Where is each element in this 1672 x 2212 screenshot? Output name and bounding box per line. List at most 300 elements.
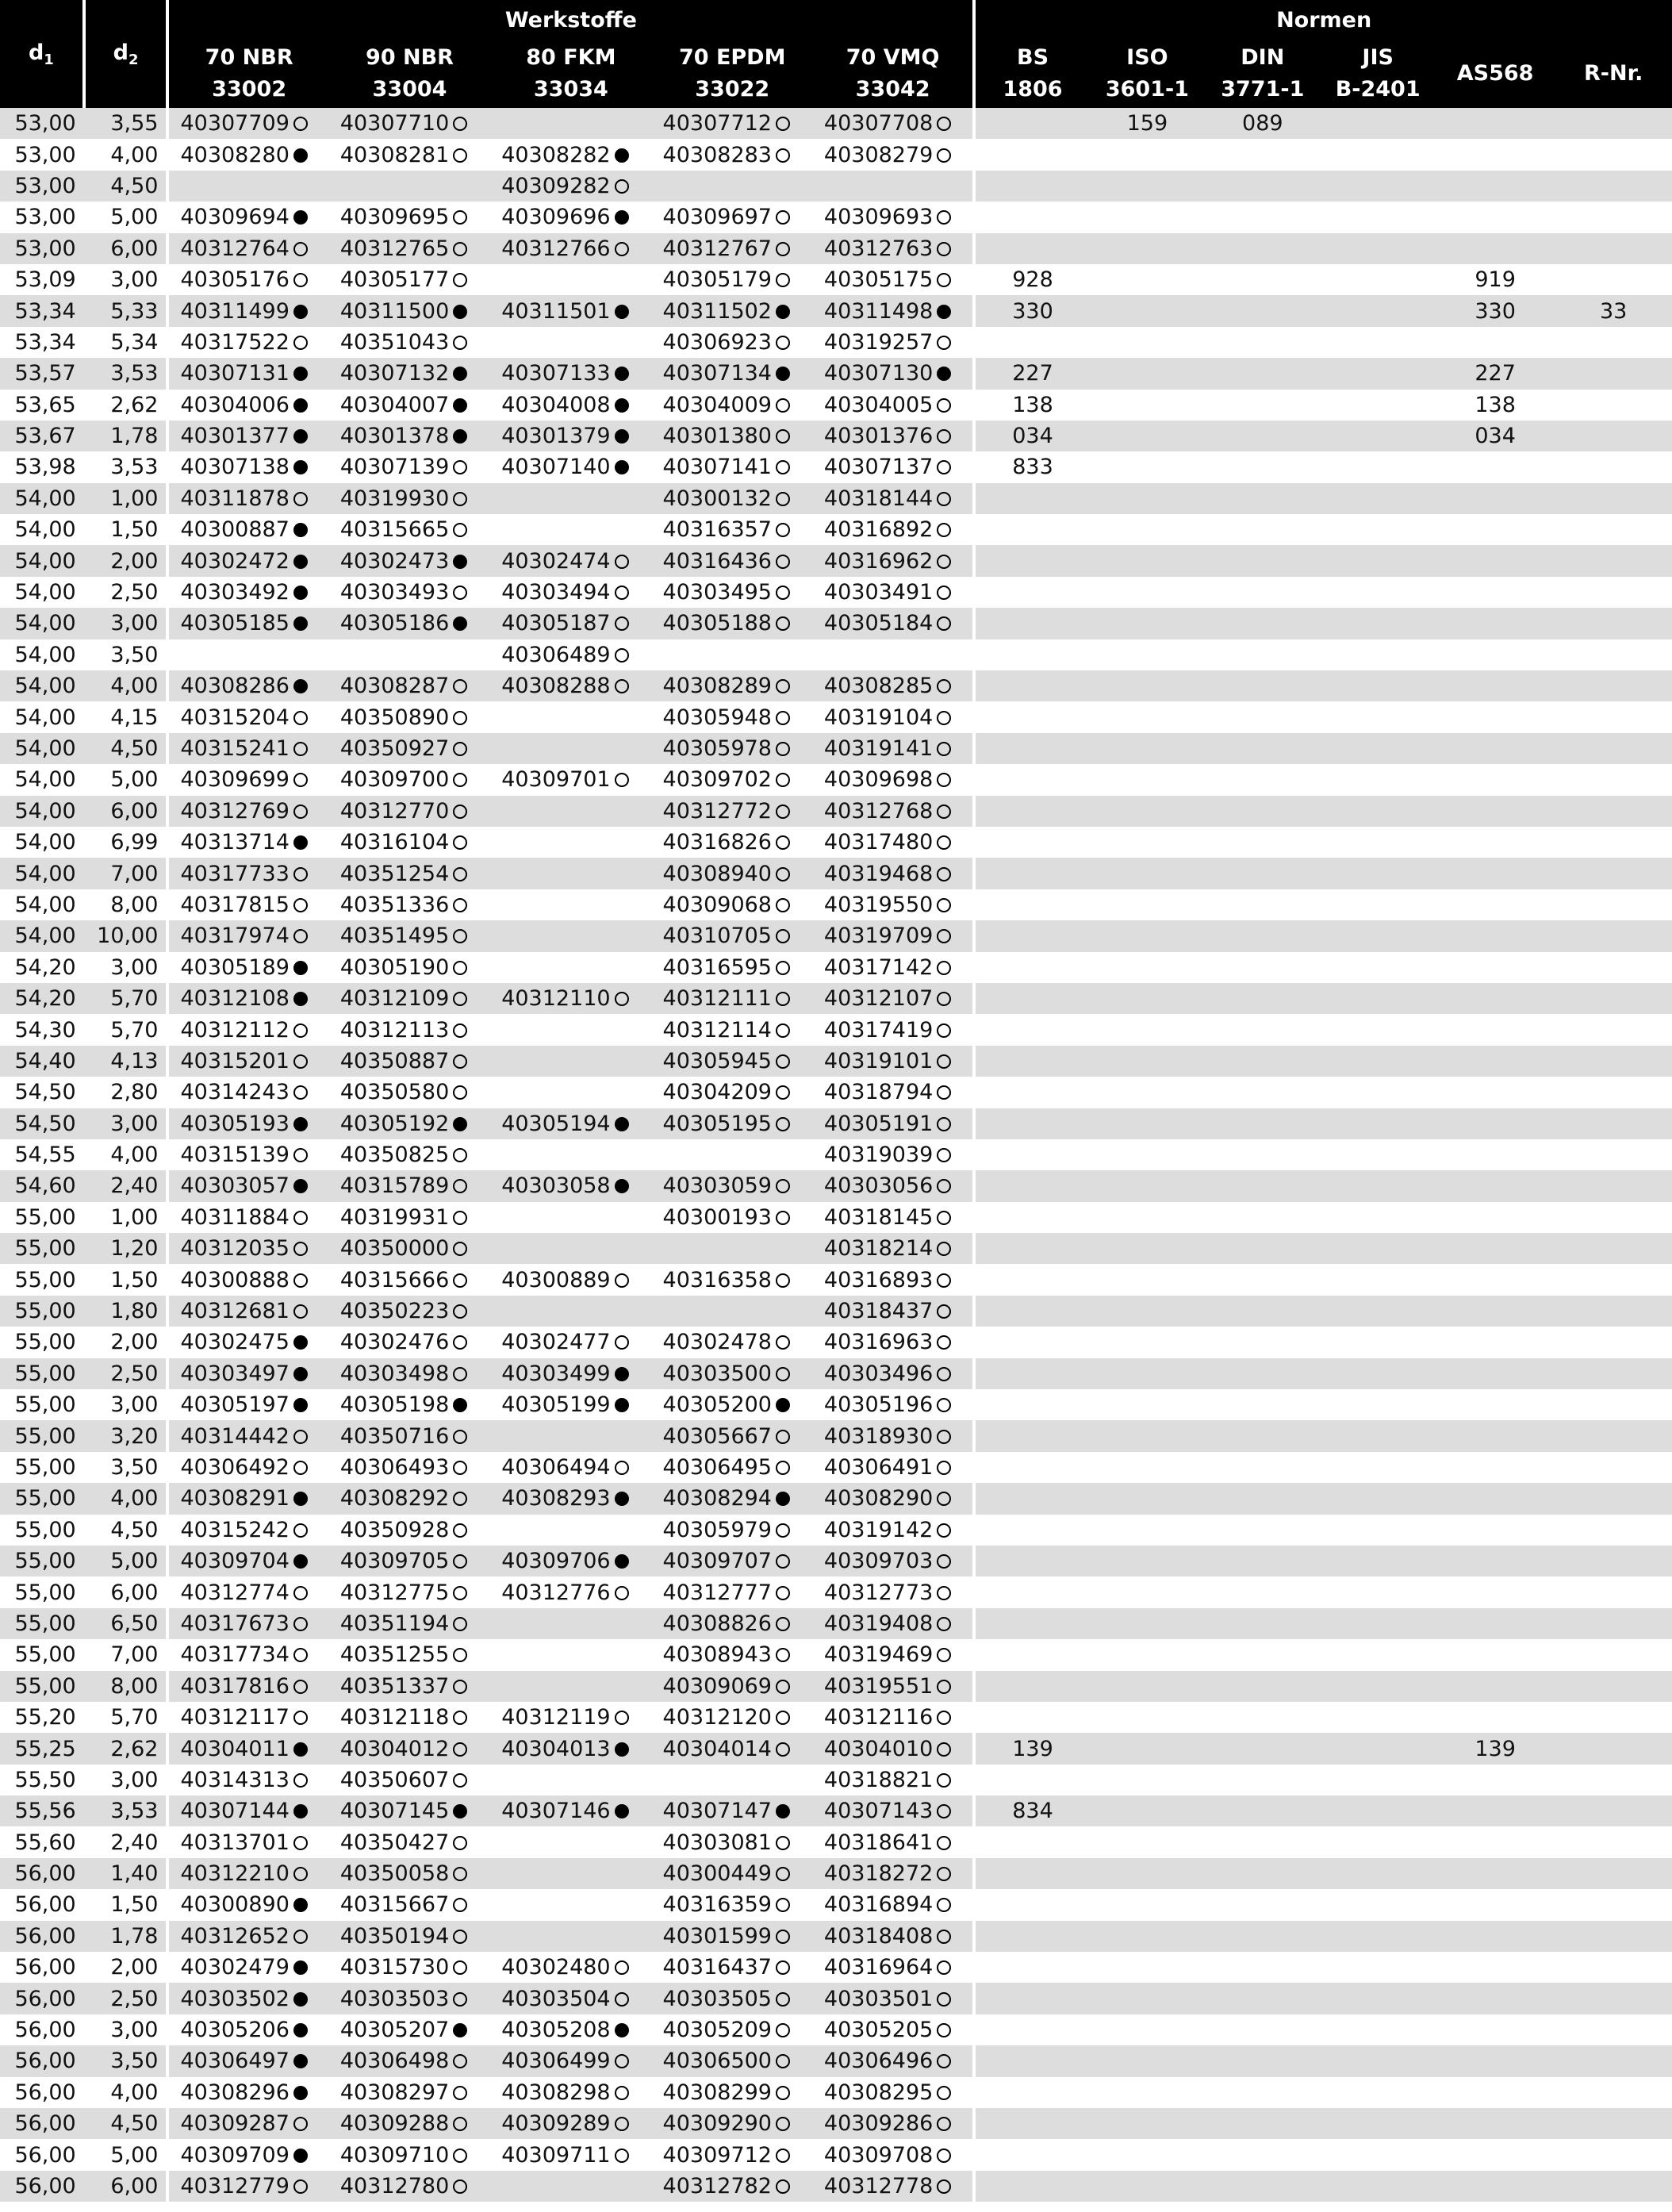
table-row: [0, 2014, 1672, 2045]
cell-material-1: [329, 1921, 490, 1952]
cell-norm-5: [1555, 639, 1672, 670]
hollow-circle-icon: [453, 1148, 467, 1162]
article-number: 40305193: [180, 1111, 290, 1136]
cell-norm-5: [1555, 1546, 1672, 1576]
cell-material-1: [329, 858, 490, 889]
hollow-circle-icon: [615, 242, 629, 256]
article-number: 40312779: [180, 2173, 290, 2199]
cell-material-1: [329, 1608, 490, 1639]
cell-norm-3: [1320, 295, 1435, 326]
filled-circle-icon: [293, 398, 308, 413]
cell-norm-1: [1090, 577, 1205, 608]
cell-material-4: [813, 139, 974, 170]
filled-circle-icon: [293, 2023, 308, 2037]
cell-norm-3: [1320, 202, 1435, 232]
hollow-circle-icon: [937, 210, 951, 225]
cell-d2: 2,50: [84, 1983, 168, 2014]
article-number: 40301377: [180, 424, 290, 449]
cell-material-3: [652, 1608, 813, 1639]
cell-material-3: [652, 202, 813, 232]
cell-material-2: [490, 1826, 651, 1857]
article-number: 40308283: [662, 142, 772, 167]
article-number: 40304014: [662, 1736, 772, 1761]
cell-material-2: [490, 920, 651, 951]
article-number: 40309703: [823, 1549, 934, 1574]
hollow-circle-icon: [453, 898, 467, 912]
table-row: [0, 139, 1672, 170]
cell-d1: 56,00: [14, 2080, 76, 2105]
cell-norm-4: [1436, 171, 1555, 202]
cell-norm-2: [1205, 1889, 1320, 1920]
hollow-circle-icon: [776, 992, 790, 1006]
article-number: 40300132: [662, 486, 772, 511]
cell-norm-4: [1436, 2139, 1555, 2170]
hollow-circle-icon: [937, 1367, 951, 1381]
cell-material-2: [490, 1483, 651, 1514]
cell-norm-2: [1205, 2171, 1320, 2202]
cell-material-2: [490, 1795, 651, 1826]
cell-material-0: [167, 139, 328, 170]
cell-material-0: [167, 2045, 328, 2076]
cell-d2: 8,00: [84, 1671, 168, 1702]
article-number: 40302480: [501, 1955, 611, 1980]
cell-d2: 2,50: [84, 1358, 168, 1389]
cell-norm-0: [974, 858, 1089, 889]
cell-d1: 55,00: [0, 1483, 84, 1514]
cell-d1: 54,00: [14, 642, 76, 667]
article-number: 40319468: [823, 861, 934, 886]
hollow-circle-icon: [776, 1680, 790, 1694]
cell-material-4: [813, 608, 974, 639]
hollow-circle-icon: [453, 711, 467, 725]
cell-norm-0: [974, 1608, 1089, 1639]
cell-norm-0: [974, 1014, 1089, 1045]
cell-norm-0: [974, 2139, 1089, 2170]
hollow-circle-icon: [776, 2054, 790, 2068]
article-number: 40309699: [180, 767, 290, 793]
cell-d2: 6,00: [110, 1580, 159, 1605]
cell-norm-4: [1436, 1452, 1555, 1483]
cell-norm-3: [1320, 1327, 1435, 1358]
hollow-circle-icon: [776, 429, 790, 444]
cell-material-2: [490, 2171, 651, 2202]
cell-material-0: [167, 421, 328, 451]
cell-norm-4: [1436, 1264, 1555, 1295]
cell-norm-0: [974, 608, 1089, 639]
article-number: 40305205: [823, 2018, 934, 2043]
cell-norm-2: [1205, 327, 1320, 358]
material-code: 33002: [212, 77, 287, 102]
cell-d1: 55,00: [14, 1392, 76, 1418]
hollow-circle-icon: [776, 460, 790, 474]
cell-material-1: [329, 1576, 490, 1607]
cell-norm-4: [1436, 608, 1555, 639]
article-number: 40317419: [823, 1017, 934, 1043]
article-number: 40305197: [180, 1392, 290, 1418]
table-row: [0, 701, 1672, 732]
cell-norm-4: [1436, 1639, 1555, 1670]
table-row: [0, 2045, 1672, 2076]
cell-d1: 53,00: [14, 142, 76, 167]
filled-circle-icon: [293, 555, 308, 569]
cell-norm-1: [1090, 390, 1205, 421]
cell-norm-1: [1090, 1515, 1205, 1546]
cell-norm-3: [1320, 2014, 1435, 2045]
article-number: 40303504: [501, 1986, 611, 2011]
cell-norm-2: [1205, 139, 1320, 170]
table-row: [0, 1483, 1672, 1514]
hollow-circle-icon: [776, 679, 790, 693]
cell-material-3: [652, 1826, 813, 1857]
cell-norm-3: [1320, 1420, 1435, 1451]
article-number: 40303492: [180, 580, 290, 605]
table-row: [0, 514, 1672, 545]
cell-norm-0: [974, 1858, 1089, 1889]
hollow-circle-icon: [615, 1711, 629, 1725]
article-number: 40318144: [823, 486, 934, 511]
cell-norm-1: [1090, 327, 1205, 358]
hollow-circle-icon: [937, 1179, 951, 1193]
cell-material-2: [490, 2077, 651, 2108]
cell-material-3: [652, 451, 813, 482]
cell-norm-0: [974, 1452, 1089, 1483]
cell-norm-1: [1090, 2014, 1205, 2045]
cell-material-1: [329, 295, 490, 326]
article-number: 40315667: [339, 1892, 450, 1918]
article-number: 40319101: [823, 1048, 934, 1073]
hollow-circle-icon: [937, 2023, 951, 2037]
hollow-circle-icon: [937, 2179, 951, 2194]
hollow-circle-icon: [937, 2117, 951, 2131]
article-number: 40317480: [823, 830, 934, 855]
table-row: [0, 1702, 1672, 1733]
cell-norm-2: [1205, 233, 1320, 264]
article-number: 40309286: [823, 2111, 934, 2137]
article-number: 40305209: [662, 2018, 772, 2043]
cell-material-2: [490, 1264, 651, 1295]
article-number: 40309712: [662, 2142, 772, 2168]
cell-material-3: [652, 1108, 813, 1139]
cell-material-4: [813, 295, 974, 326]
cell-material-4: [813, 1639, 974, 1670]
cell-norm-3: [1320, 983, 1435, 1014]
cell-material-0: [167, 952, 328, 983]
cell-norm-3: [1320, 1452, 1435, 1483]
article-number: 40303057: [180, 1173, 290, 1199]
cell-material-0: [167, 358, 328, 389]
cell-material-0: [167, 1139, 328, 1170]
hollow-circle-icon: [776, 117, 790, 131]
filled-circle-icon: [293, 1554, 308, 1569]
cell-d1: 53,34: [0, 295, 84, 326]
cell-norm-2: [1205, 1983, 1320, 2014]
cell-norm-1: [1090, 1671, 1205, 1702]
cell-material-4: [813, 1515, 974, 1546]
cell-norm-2: [1205, 1358, 1320, 1389]
article-number: 40315204: [180, 705, 290, 730]
cell-material-4: [813, 1046, 974, 1077]
cell-material-2: [490, 139, 651, 170]
article-number: 40303493: [339, 580, 450, 605]
cell-norm-1: [1090, 202, 1205, 232]
cell-material-1: [329, 733, 490, 764]
cell-norm-0: [974, 701, 1089, 732]
cell-material-4: [813, 202, 974, 232]
cell-d1: 56,00: [0, 2045, 84, 2076]
hollow-circle-icon: [453, 2117, 467, 2131]
cell-norm-4: [1436, 1795, 1555, 1826]
cell-material-0: [167, 1233, 328, 1264]
cell-material-1: [329, 1202, 490, 1233]
article-number: 40307145: [339, 1799, 450, 1824]
article-number: 40312119: [501, 1705, 611, 1730]
article-number: 40301378: [339, 424, 450, 449]
cell-d2: 7,00: [110, 1642, 159, 1668]
cell-material-0: [167, 108, 328, 139]
hollow-circle-icon: [293, 1430, 308, 1444]
cell-d1: 54,00: [0, 545, 84, 576]
hollow-circle-icon: [453, 805, 467, 819]
cell-norm-5: [1555, 1576, 1672, 1607]
cell-material-2: [490, 1576, 651, 1607]
cell-material-1: [329, 952, 490, 983]
hollow-circle-icon: [937, 1930, 951, 1944]
cell-norm-1: [1090, 1733, 1205, 1764]
cell-d2: 4,50: [84, 2108, 168, 2139]
cell-norm-3: [1320, 233, 1435, 264]
table-row: [0, 1576, 1672, 1607]
filled-circle-icon: [937, 367, 951, 381]
cell-material-4: [813, 1983, 974, 2014]
article-number: 40309282: [501, 173, 611, 198]
hollow-circle-icon: [776, 1054, 790, 1069]
cell-d1: 55,00: [0, 1233, 84, 1264]
article-number: 40303491: [823, 580, 934, 605]
article-number: 40317816: [180, 1673, 290, 1699]
table-row: [0, 1327, 1672, 1358]
cell-norm-2: [1205, 421, 1320, 451]
cell-norm-1: [1090, 1389, 1205, 1420]
cell-material-1: [329, 483, 490, 514]
cell-norm-5: 33: [1555, 295, 1672, 326]
cell-norm-1: [1090, 827, 1205, 858]
cell-d1: 56,00: [14, 1955, 76, 1980]
cell-material-0: [167, 451, 328, 482]
cell-norm-2: [1205, 1858, 1320, 1889]
header-norm-4: [1436, 40, 1555, 108]
cell-norm-5: [1555, 733, 1672, 764]
cell-material-2: [490, 858, 651, 889]
hollow-circle-icon: [293, 1211, 308, 1225]
article-number: 40315139: [180, 1142, 290, 1168]
cell-material-3: [652, 1046, 813, 1077]
filled-circle-icon: [453, 1117, 467, 1131]
table-row: [0, 295, 1672, 326]
cell-norm-3: [1320, 1546, 1435, 1576]
filled-circle-icon: [293, 992, 308, 1006]
cell-norm-5: [1555, 1952, 1672, 1983]
hollow-circle-icon: [937, 1742, 951, 1757]
hollow-circle-icon: [776, 1617, 790, 1631]
cell-norm-1: [1090, 952, 1205, 983]
cell-material-4: [813, 1702, 974, 1733]
cell-material-1: [329, 1765, 490, 1795]
cell-material-2: [490, 1077, 651, 1108]
hollow-circle-icon: [937, 1085, 951, 1100]
hollow-circle-icon: [937, 805, 951, 819]
cell-norm-2: [1205, 2077, 1320, 2108]
cell-d1: 53,65: [14, 392, 76, 417]
cell-material-2: [490, 2014, 651, 2045]
article-number: 40319931: [339, 1204, 450, 1230]
cell-norm-1: [1090, 1826, 1205, 1857]
cell-d2: 4,00: [110, 142, 159, 167]
cell-material-3: [652, 1327, 813, 1358]
article-number: 40350825: [339, 1142, 450, 1168]
filled-circle-icon: [453, 1398, 467, 1412]
cell-norm-4: [1436, 764, 1555, 795]
article-number: 40306497: [180, 2049, 290, 2074]
article-number: 40315730: [339, 1955, 450, 1980]
article-number: 40316359: [662, 1892, 772, 1918]
cell-material-3: [652, 2014, 813, 2045]
cell-norm-1: [1090, 1420, 1205, 1451]
cell-material-3: [652, 1671, 813, 1702]
norm-code: B-2401: [1335, 77, 1421, 102]
filled-circle-icon: [293, 1117, 308, 1131]
cell-material-2: [490, 1420, 651, 1451]
cell-norm-0: [974, 1077, 1089, 1108]
cell-norm-2: [1205, 1515, 1320, 1546]
cell-d1: 55,00: [0, 1546, 84, 1576]
article-number: 40316892: [823, 517, 934, 543]
article-number: 40312114: [662, 1017, 772, 1043]
article-number: 40312113: [339, 1017, 450, 1043]
cell-norm-4: [1436, 202, 1555, 232]
cell-norm-4: [1436, 1889, 1555, 1920]
article-number: 40305207: [339, 2018, 450, 2043]
article-number: 40350887: [339, 1048, 450, 1073]
cell-material-1: [329, 701, 490, 732]
cell-norm-1: [1090, 796, 1205, 827]
cell-d1: 54,00: [0, 858, 84, 889]
hollow-circle-icon: [937, 1461, 951, 1475]
cell-material-3: [652, 1952, 813, 1983]
cell-material-4: [813, 264, 974, 295]
cell-material-4: [813, 1795, 974, 1826]
cell-norm-4: [1436, 733, 1555, 764]
hollow-circle-icon: [776, 1523, 790, 1538]
cell-d1: 53,00: [0, 108, 84, 139]
cell-d2: 5,00: [110, 205, 159, 230]
article-number: 40308297: [339, 2080, 450, 2105]
cell-d2: 2,00: [84, 545, 168, 576]
article-number: 40312767: [662, 236, 772, 261]
hollow-circle-icon: [453, 1711, 467, 1725]
cell-material-4: [813, 1139, 974, 1170]
cell-norm-1: [1090, 1983, 1205, 2014]
cell-d1: 55,00: [14, 1204, 76, 1230]
cell-material-2: [490, 483, 651, 514]
cell-material-1: [329, 1389, 490, 1420]
hollow-circle-icon: [937, 1680, 951, 1694]
cell-d1: 54,00: [14, 517, 76, 543]
cell-material-2: [490, 1108, 651, 1139]
hollow-circle-icon: [615, 179, 629, 194]
table-row: [0, 1264, 1672, 1295]
hollow-circle-icon: [453, 1648, 467, 1662]
table-row: [0, 1358, 1672, 1389]
cell-d2: 5,00: [110, 2142, 159, 2168]
table-row: [0, 827, 1672, 858]
cell-material-0: [167, 1546, 328, 1576]
cell-material-4: [813, 639, 974, 670]
cell-norm-5: [1555, 1515, 1672, 1546]
article-number: 40315666: [339, 1267, 450, 1292]
cell-norm-5: [1555, 920, 1672, 951]
cell-norm-2: [1205, 1389, 1320, 1420]
cell-norm-4: [1436, 1202, 1555, 1233]
cell-material-1: [329, 358, 490, 389]
cell-material-0: [167, 608, 328, 639]
cell-material-2: [490, 639, 651, 670]
cell-norm-3: [1320, 1576, 1435, 1607]
hollow-circle-icon: [776, 867, 790, 881]
cell-material-4: [813, 233, 974, 264]
hollow-circle-icon: [937, 679, 951, 693]
cell-norm-2: [1205, 701, 1320, 732]
article-number: 40305177: [339, 267, 450, 293]
article-number: 40309698: [823, 767, 934, 793]
cell-norm-0: [974, 1952, 1089, 1983]
article-number: 40302473: [339, 548, 450, 574]
cell-d1: 54,00: [14, 767, 76, 793]
cell-norm-4: [1436, 1327, 1555, 1358]
article-number: 40316894: [823, 1892, 934, 1918]
cell-material-1: [329, 1733, 490, 1764]
cell-material-3: [652, 1795, 813, 1826]
hollow-circle-icon: [937, 1867, 951, 1881]
cell-norm-4: [1436, 920, 1555, 951]
hollow-circle-icon: [937, 398, 951, 413]
cell-norm-0: [974, 827, 1089, 858]
cell-d1: 55,50: [14, 1767, 76, 1792]
article-number: 40308298: [501, 2080, 611, 2105]
material-name: 70 NBR: [205, 45, 293, 70]
cell-material-1: [329, 1546, 490, 1576]
article-number: 40308279: [823, 142, 934, 167]
cell-material-2: [490, 1389, 651, 1420]
cell-norm-2: [1205, 733, 1320, 764]
hollow-circle-icon: [937, 1023, 951, 1038]
cell-material-1: [329, 2077, 490, 2108]
cell-norm-4: [1436, 1046, 1555, 1077]
cell-material-0: [167, 764, 328, 795]
cell-material-3: [652, 952, 813, 983]
cell-material-3: [652, 1077, 813, 1108]
cell-material-3: [652, 1233, 813, 1264]
article-number: 40309706: [501, 1549, 611, 1574]
cell-d2: 4,00: [84, 1483, 168, 1514]
hollow-circle-icon: [937, 1398, 951, 1412]
cell-material-2: [490, 608, 651, 639]
article-number: 40318272: [823, 1861, 934, 1887]
article-number: 40309697: [662, 205, 772, 230]
cell-d2: 4,15: [110, 705, 159, 730]
article-number: 40307709: [180, 111, 290, 136]
hollow-circle-icon: [293, 273, 308, 287]
article-number: 40319469: [823, 1642, 934, 1668]
